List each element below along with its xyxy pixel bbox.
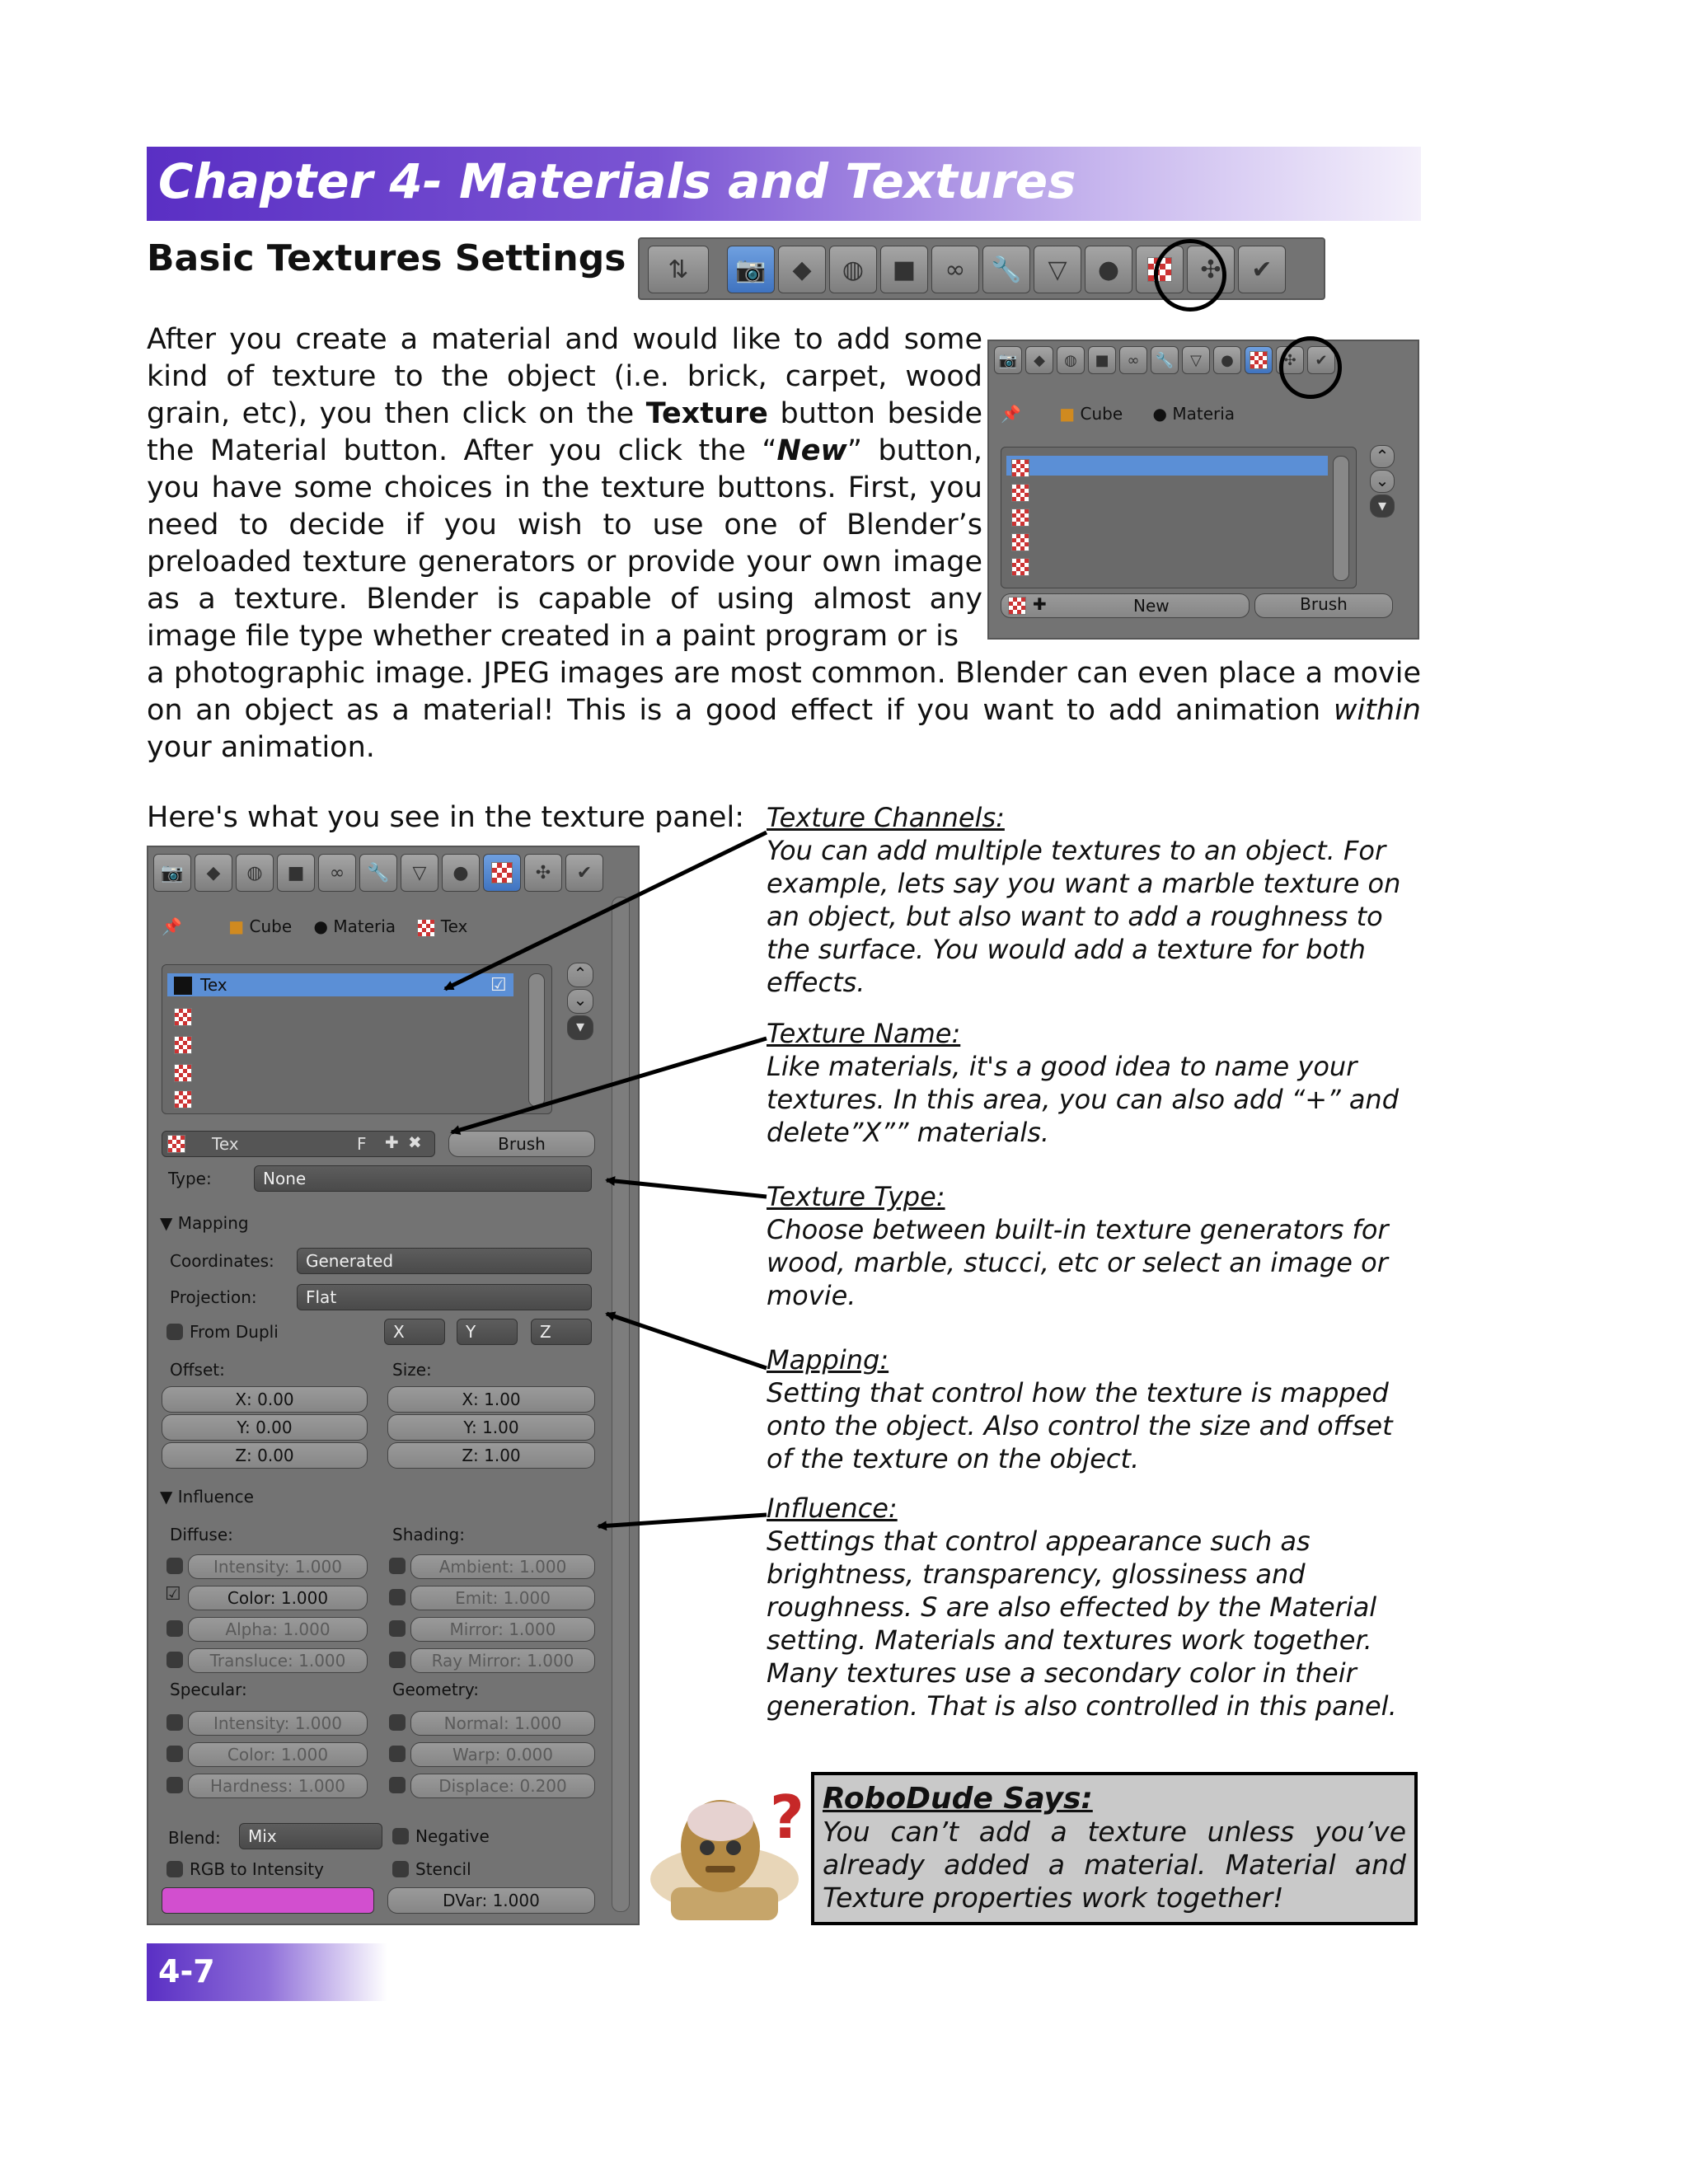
material-icon: ● bbox=[1152, 404, 1167, 424]
constraints-icon[interactable]: ∞ bbox=[1119, 346, 1147, 374]
world-icon[interactable]: ◍ bbox=[1057, 346, 1085, 374]
note-texture-type: Texture Type: Choose between built-in texture generators for wood, marble, stucci, etc or select an image or movie. bbox=[767, 1181, 1389, 1311]
particles-icon[interactable]: ✣ bbox=[1187, 246, 1235, 293]
axis-x-select[interactable]: X bbox=[384, 1319, 445, 1345]
object-data-icon[interactable]: ▽ bbox=[1182, 346, 1210, 374]
offset-x-field[interactable]: X: 0.00 bbox=[162, 1386, 368, 1413]
axis-z-select[interactable]: Z bbox=[531, 1319, 592, 1345]
mirror-field[interactable]: Mirror: 1.000 bbox=[410, 1617, 595, 1642]
editor-type-icon[interactable]: ⇅ bbox=[648, 246, 709, 293]
size-z-field[interactable]: Z: 1.00 bbox=[387, 1442, 595, 1469]
robodude-illustration bbox=[646, 1780, 811, 1929]
diffuse-color-checkbox[interactable]: ☑ bbox=[165, 1584, 181, 1605]
arrow-texture-type bbox=[607, 1180, 767, 1197]
chapter-title: Chapter 4- Materials and Textures bbox=[158, 153, 1076, 209]
arrow-texture-name bbox=[452, 1038, 767, 1132]
move-down-button[interactable]: ⌄ bbox=[567, 989, 593, 1014]
size-y-field[interactable]: Y: 1.00 bbox=[387, 1414, 595, 1441]
move-up-button[interactable]: ⌃ bbox=[567, 963, 593, 987]
new-texture-button[interactable]: ✚ New bbox=[1001, 593, 1250, 618]
constraints-icon[interactable]: ∞ bbox=[318, 854, 356, 892]
diffuse-color-field[interactable]: Color: 1.000 bbox=[188, 1586, 368, 1610]
triangle-down-icon: ▼ bbox=[160, 1213, 173, 1233]
translucency-field[interactable]: Transluce: 1.000 bbox=[188, 1648, 368, 1673]
note-texture-name: Texture Name: Like materials, it's a good idea to name your textures. In this area, you can also add “+” and delete”X”” materials. bbox=[767, 1018, 1400, 1148]
displace-field[interactable]: Displace: 0.200 bbox=[410, 1774, 595, 1798]
object-icon[interactable]: ■ bbox=[880, 246, 928, 293]
note-texture-channels: Texture Channels: You can add multiple textures to an object. For example, lets say you want a marble texture on an object, but also want to add a roughness to the surface. You would add a texture for both effects. bbox=[767, 802, 1401, 998]
cube-icon: ■ bbox=[228, 916, 245, 936]
texture-panel: 📷 ◆ ◍ ■ ∞ 🔧 ▽ ● ✣ ✔ 📌 ■ Cube ● Materia Tex Tex ☑ ⌃ ⌄ ▾ Tex F ✚ ✖ Brush Type: None ▼ Mapping Coordinates: Generated Projection: Flat From Dupli X Y Z Offset: Size: X: 0.00 Y: 0.00 Z: 0.00 X: 1.00 Y: 1.00 Z: 1.00 ▼ Influence Diffuse: Shading: Intensity: 1.000 Ambient: 1.000 ☑ Color: 1.000 Emit: 1.000 Alpha: 1.000 Mirror: 1.000 Transluce: 1.000 Ray Mirror: 1.000 Specular: Geometry: Intensity: 1.000 Normal: 1.000 Color: 1.000 Warp: 0.000 Hardness: 1.000 Displace: 0.200 Blend: Mix Negative RGB to Intensity Stencil DVar: 1.000 bbox=[147, 846, 640, 1925]
svg-text:?: ? bbox=[770, 1783, 804, 1852]
modifiers-icon[interactable]: 🔧 bbox=[982, 246, 1030, 293]
material-icon[interactable]: ● bbox=[1085, 246, 1132, 293]
normal-field[interactable]: Normal: 1.000 bbox=[410, 1711, 595, 1736]
size-x-field[interactable]: X: 1.00 bbox=[387, 1386, 595, 1413]
brush-button[interactable]: Brush bbox=[448, 1131, 595, 1157]
diffuse-intensity-field[interactable]: Intensity: 1.000 bbox=[188, 1554, 368, 1579]
arrow-mapping bbox=[607, 1314, 767, 1368]
modifiers-icon[interactable]: 🔧 bbox=[359, 854, 397, 892]
pin-icon[interactable]: 📌 bbox=[162, 916, 182, 936]
move-down-button[interactable]: ⌄ bbox=[1370, 470, 1395, 493]
page-number: 4-7 bbox=[158, 1953, 215, 1990]
blend-select[interactable]: Mix bbox=[239, 1823, 382, 1849]
cube-icon: ■ bbox=[1059, 404, 1076, 424]
specials-menu-button[interactable]: ▾ bbox=[1370, 494, 1395, 518]
render-icon[interactable]: 📷 bbox=[153, 854, 191, 892]
material-icon[interactable]: ● bbox=[442, 854, 480, 892]
arrow-texture-channels bbox=[445, 832, 767, 989]
arrow-influence bbox=[598, 1515, 767, 1526]
breadcrumb: 📌 ■ Cube ● Materia Tex bbox=[162, 916, 468, 936]
object-data-icon[interactable]: ▽ bbox=[1034, 246, 1081, 293]
modifiers-icon[interactable]: 🔧 bbox=[1151, 346, 1179, 374]
robodude-callout: RoboDude Says: You can’t add a texture unless you’ve already added a material. Material and Texture properties work together! bbox=[811, 1772, 1418, 1925]
dvar-field[interactable]: DVar: 1.000 bbox=[387, 1887, 595, 1914]
material-icon[interactable]: ● bbox=[1213, 346, 1241, 374]
object-data-icon[interactable]: ▽ bbox=[401, 854, 438, 892]
object-icon[interactable]: ■ bbox=[1088, 346, 1116, 374]
scene-icon[interactable]: ◆ bbox=[195, 854, 232, 892]
specular-color-field[interactable]: Color: 1.000 bbox=[188, 1742, 368, 1767]
add-icon: ✚ bbox=[1033, 594, 1047, 614]
specular-intensity-field[interactable]: Intensity: 1.000 bbox=[188, 1711, 368, 1736]
ray-mirror-field[interactable]: Ray Mirror: 1.000 bbox=[410, 1648, 595, 1673]
physics-icon[interactable]: ✔ bbox=[1307, 346, 1335, 374]
influence-header[interactable]: ▼ Influence bbox=[160, 1487, 254, 1507]
render-icon[interactable]: 📷 bbox=[994, 346, 1022, 374]
specials-menu-button[interactable]: ▾ bbox=[567, 1015, 593, 1040]
render-icon[interactable]: 📷 bbox=[727, 246, 775, 293]
scene-icon[interactable]: ◆ bbox=[778, 246, 826, 293]
world-icon[interactable]: ◍ bbox=[829, 246, 877, 293]
pin-icon[interactable]: 📌 bbox=[1001, 404, 1021, 424]
scene-icon[interactable]: ◆ bbox=[1025, 346, 1053, 374]
ambient-field[interactable]: Ambient: 1.000 bbox=[410, 1554, 595, 1579]
constraints-icon[interactable]: ∞ bbox=[931, 246, 979, 293]
alpha-field[interactable]: Alpha: 1.000 bbox=[188, 1617, 368, 1642]
section-title: Basic Textures Settings bbox=[147, 237, 626, 279]
triangle-down-icon: ▼ bbox=[160, 1487, 173, 1507]
enabled-check-icon[interactable]: ☑ bbox=[490, 975, 507, 996]
offset-y-field[interactable]: Y: 0.00 bbox=[162, 1414, 368, 1441]
offset-z-field[interactable]: Z: 0.00 bbox=[162, 1442, 368, 1469]
texture-name-field[interactable]: Tex F ✚ ✖ bbox=[162, 1131, 435, 1157]
projection-select[interactable]: Flat bbox=[297, 1284, 592, 1310]
material-icon: ● bbox=[313, 916, 328, 936]
warp-field[interactable]: Warp: 0.000 bbox=[410, 1742, 595, 1767]
texture-type-select[interactable]: None bbox=[254, 1165, 592, 1192]
hardness-field[interactable]: Hardness: 1.000 bbox=[188, 1774, 368, 1798]
brush-button[interactable]: Brush bbox=[1254, 593, 1393, 618]
move-up-button[interactable]: ⌃ bbox=[1370, 445, 1395, 468]
particles-icon[interactable]: ✣ bbox=[524, 854, 562, 892]
close-icon[interactable]: ✖ bbox=[408, 1132, 422, 1152]
particles-icon[interactable]: ✣ bbox=[1276, 346, 1304, 374]
mapping-header[interactable]: ▼ Mapping bbox=[160, 1213, 249, 1233]
note-influence: Influence: Settings that control appearance such as brightness, transparency, glossiness and roughness. S are also effected by the Material setting. Materials and textures work together. Many textures use a secondary color in their generation. That is also controlled in this panel. bbox=[767, 1493, 1397, 1722]
panel-intro-text: Here's what you see in the texture panel: bbox=[147, 801, 744, 834]
axis-y-select[interactable]: Y bbox=[457, 1319, 518, 1345]
add-icon[interactable]: ✚ bbox=[385, 1132, 399, 1152]
coordinates-select[interactable]: Generated bbox=[297, 1248, 592, 1274]
note-mapping: Mapping: Setting that control how the texture is mapped onto the object. Also control the size and offset of the texture on the object. bbox=[767, 1344, 1393, 1474]
emit-field[interactable]: Emit: 1.000 bbox=[410, 1586, 595, 1610]
breadcrumb: 📌 ■ Cube ● Materia bbox=[1001, 404, 1236, 424]
object-icon[interactable]: ■ bbox=[277, 854, 315, 892]
physics-icon[interactable]: ✔ bbox=[565, 854, 603, 892]
physics-icon[interactable]: ✔ bbox=[1238, 246, 1286, 293]
fake-user-toggle[interactable]: F bbox=[357, 1134, 367, 1154]
world-icon[interactable]: ◍ bbox=[236, 854, 274, 892]
texture-slot-list[interactable]: Tex ☑ bbox=[162, 964, 552, 1114]
